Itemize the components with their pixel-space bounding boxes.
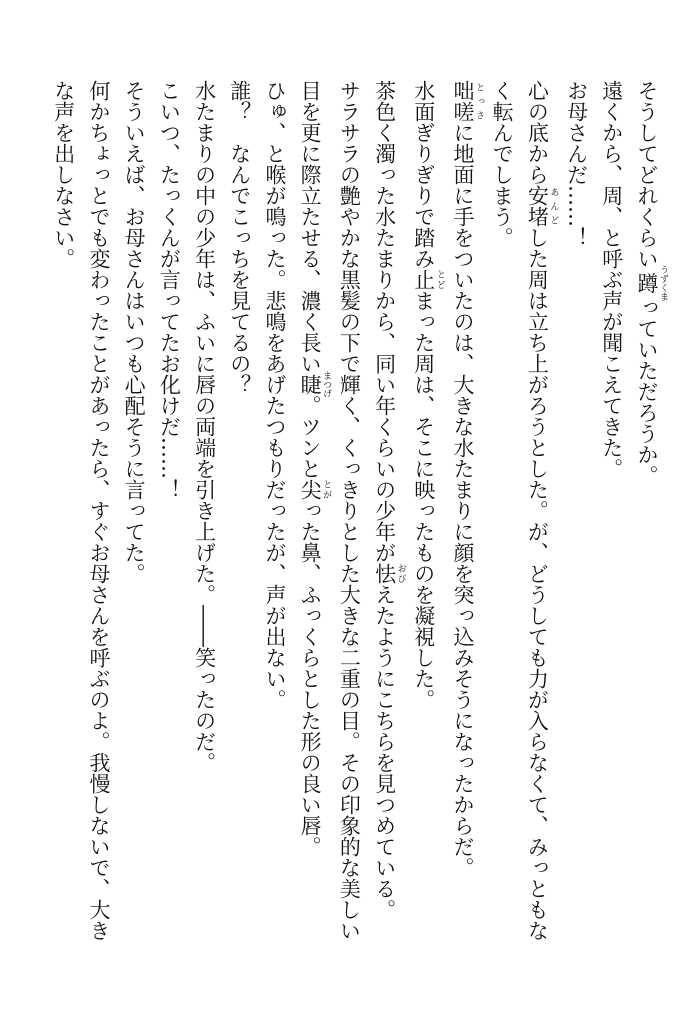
ruby-annotation: 怯 おび [372,563,406,584]
text-line: く転んでしまう。 [490,80,515,248]
text-line: 咄嗟 とっさに地面に手をついたのは、大きな水たまりに顔を突っ込みそうになったからだ。 [450,80,484,878]
text-line: 遠くから、周、と呼ぶ声が聞こえてきた。 [599,80,624,479]
ruby-annotation: 睫 まつげ [298,371,332,398]
ruby-annotation: 蹲 うずくま [635,265,668,301]
text-line: 心の底から安堵 あんどした周は立ち上がろうとした。が、どうしても力が入らなくて、みっともな [525,80,559,941]
text-line: 誰？ なんでこっちを見てるの？ [227,80,252,395]
text-line: 何かちょっとでも変わったことがあったら、すぐお母さんを呼ぶのよ。我慢しないで、大き [86,80,111,941]
text-line: 水面ぎりぎりで踏み止 とどまった周は、そこに映ったものを凝視した。 [411,80,445,710]
text-line: な声を出しなさい。 [51,80,76,269]
text-line: 茶色く濁った水たまりから、同い年くらいの少年が怯 おびえたようにこちらを見つめている。 [372,80,406,920]
text-line: そうしてどれくらい蹲 うずくまっていただろうか。 [635,80,668,486]
text-line: サラサラの艶やかな黒髪の下で輝く、くっきりとした大きな二重の目。その印象的な美しい [337,80,362,941]
body-text [32,80,668,960]
text-line: そういえば、お母さんはいつも心配そうに言ってた。 [122,80,147,584]
text-line: ひゅ、と喉が鳴った。悲鳴をあげたつもりだったが、声が出ない。 [262,80,287,710]
text-line: お母さんだ……！ [564,80,589,248]
ruby-annotation: 安堵 あんど [525,185,559,227]
ruby-annotation: 止 とど [411,269,445,290]
text-line: 目を更に際立たせる、濃く長い睫 まつげ。ツンと尖 とがった鼻、ふっくらとした形の良い唇。 [298,80,332,857]
ruby-annotation: 尖 とが [298,479,332,500]
ruby-annotation: 咄嗟 とっさ [450,80,484,122]
text-line: 水たまりの中の少年は、ふいに唇の両端を引き上げた。――笑ったのだ。 [192,80,217,773]
text-line: こいつ、たっくんが言ってたお化けだ……！ [157,80,182,500]
